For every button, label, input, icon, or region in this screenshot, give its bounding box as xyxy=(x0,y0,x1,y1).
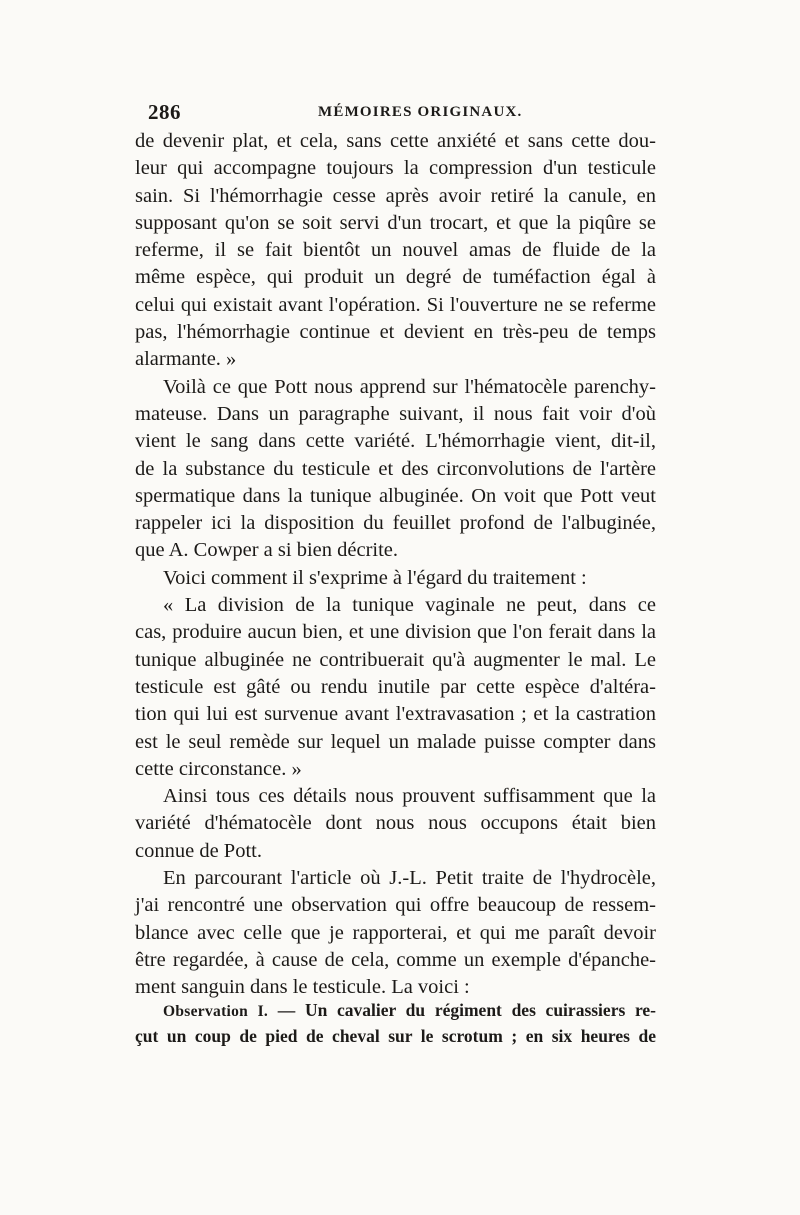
text-line: rappeler ici la disposition du feuillet profond de l'albuginée, xyxy=(135,512,656,535)
text-line: sain. Si l'hémorrhagie cesse après avoir retiré la canule, en xyxy=(135,184,656,207)
text-line: celui qui existait avant l'opération. Si l'ouverture ne se referme xyxy=(135,293,656,316)
text-line: leur qui accompagne toujours la compression d'un testicule xyxy=(135,157,656,180)
text-line: de la substance du testicule et des circonvolutions de l'artère xyxy=(135,457,656,480)
text-line: même espèce, qui produit un degré de tuméfaction égal à xyxy=(135,266,656,289)
text-line: blance avec celle que je rapporterai, et qui me paraît devoir xyxy=(135,921,656,944)
text-line: cette circonstance. » xyxy=(135,757,302,780)
text-line: ment sanguin dans le testicule. La voici : xyxy=(135,976,470,999)
text-line: connue de Pott. xyxy=(135,839,262,862)
text-line: tunique albuginée ne contribuerait qu'à augmenter le mal. Le xyxy=(135,648,656,671)
text-line: pas, l'hémorrhagie continue et devient en très-peu de temps xyxy=(135,321,656,344)
text-line: de devenir plat, et cela, sans cette anxiété et sans cette dou- xyxy=(135,130,656,152)
observation-text: — Un cavalier du régiment des cuirassiers re- xyxy=(277,1000,656,1020)
text-line: En parcourant l'article où J.-L. Petit traite de l'hydrocèle, xyxy=(163,867,656,890)
text-line: Voici comment il s'exprime à l'égard du traitement : xyxy=(163,566,587,589)
text-line: variété d'hématocèle dont nous nous occupons était bien xyxy=(135,812,656,835)
text-line: mateuse. Dans un paragraphe suivant, il nous fait voir d'où xyxy=(135,402,656,425)
text-line: j'ai rencontré une observation qui offre beaucoup de ressem- xyxy=(135,894,656,917)
text-line: tion qui lui est survenue avant l'extravasation ; et la castration xyxy=(135,703,656,726)
text-line: être regardée, à cause de cela, comme un exemple d'épanche- xyxy=(135,948,656,971)
text-line: « La division de la tunique vaginale ne peut, dans ce xyxy=(163,594,656,617)
text-line: testicule est gâté ou rendu inutile par cette espèce d'altéra- xyxy=(135,675,656,698)
text-line: que A. Cowper a si bien décrite. xyxy=(135,539,399,562)
text-line: vient le sang dans cette variété. L'hémorrhagie vient, dit-il, xyxy=(135,430,656,453)
text-line: cas, produire aucun bien, et une division que l'on ferait dans la xyxy=(135,621,656,644)
page-header xyxy=(148,100,653,126)
observation-title: Observation I. xyxy=(163,1003,269,1020)
text-line: Voilà ce que Pott nous apprend sur l'hématocèle parenchy- xyxy=(163,375,656,398)
observation-first-line xyxy=(135,998,656,1024)
text-line: spermatique dans la tunique albuginée. On voit que Pott veut xyxy=(135,484,656,507)
page-number: 286 xyxy=(148,100,181,124)
text-line: referme, il se fait bientôt un nouvel amas de fluide de la xyxy=(135,239,656,262)
text-line: supposant qu'on se soit servi d'un trocart, et que la piqûre se xyxy=(135,211,656,234)
running-head: MÉMOIRES ORIGINAUX. xyxy=(318,104,523,120)
text-line: est le seul remède sur lequel un malade puisse compter dans xyxy=(135,730,656,753)
text-line: alarmante. » xyxy=(135,348,237,371)
observation-second-line: çut un coup de pied de cheval sur le scrotum ; en six heures de xyxy=(135,1026,656,1046)
observation-paragraph xyxy=(135,998,656,1048)
text-line: Ainsi tous ces détails nous prouvent suffisamment que la xyxy=(163,785,656,808)
body-text xyxy=(135,128,656,1002)
